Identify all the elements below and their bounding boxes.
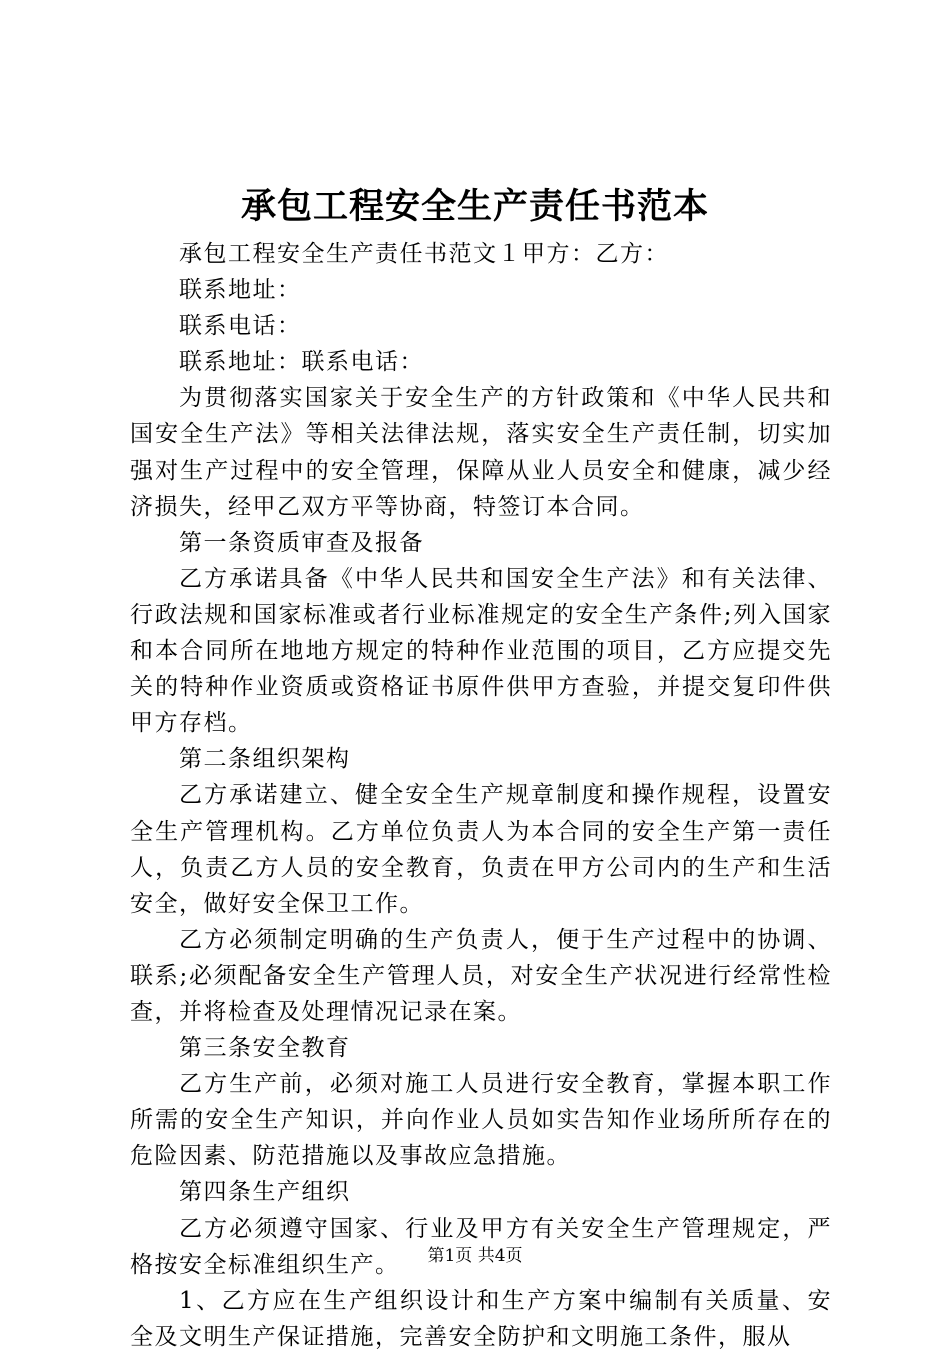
paragraph-safety-education: 乙方生产前，必须对施工人员进行安全教育，掌握本职工作所需的安全生产知识，并向作业人员如实告知作业场所所存在的危险因素、防范措施以及事故应急措施。 — [130, 1071, 832, 1170]
document-title: 承包工程安全生产责任书范本 — [240, 186, 709, 227]
paragraph-item-1: 1、乙方应在生产组织设计和生产方案中编制有关质量、安全及文明生产保证措施，完善安全防护和文明施工条件，服从 — [130, 1287, 832, 1350]
document-body — [130, 236, 832, 1355]
section-heading-3: 第三条安全教育 — [179, 1035, 351, 1062]
paragraph-intro: 承包工程安全生产责任书范文１甲方：乙方： — [179, 241, 669, 267]
paragraph-contact-address: 联系地址： — [179, 277, 302, 304]
section-heading-2: 第二条组织架构 — [179, 746, 351, 773]
paragraph-responsible-person: 乙方必须制定明确的生产负责人，便于生产过程中的协调、联系;必须配备安全生产管理人员，对安全生产状况进行经常性检查，并将检查及处理情况记录在案。 — [130, 926, 832, 1025]
paragraph-contact-address-phone: 联系地址：联系电话： — [179, 349, 424, 376]
paragraph-production-organization: 乙方必须遵守国家、行业及甲方有关安全生产管理规定，严格按安全标准组织生产。 — [130, 1215, 832, 1278]
section-heading-4: 第四条生产组织 — [179, 1179, 351, 1206]
paragraph-qualification: 乙方承诺具备《中华人民共和国安全生产法》和有关法律、行政法规和国家标准或者行业标准规定的安全生产条件;列入国家和本合同所在地地方规定的特种作业范围的项目，乙方应提交先关的特种作业资质或资格证书原件供甲方查验，并提交复印件供甲方存档。 — [130, 565, 832, 737]
paragraph-organization: 乙方承诺建立、健全安全生产规章制度和操作规程，设置安全生产管理机构。乙方单位负责人为本合同的安全生产第一责任人，负责乙方人员的安全教育，负责在甲方公司内的生产和生活安全，做好安全保卫工作。 — [130, 782, 832, 917]
section-heading-1: 第一条资质审查及报备 — [179, 529, 424, 556]
paragraph-contact-phone: 联系电话： — [179, 313, 302, 340]
paragraph-purpose: 为贯彻落实国家关于安全生产的方针政策和《中华人民共和国安全生产法》等相关法律法规，落实安全生产责任制，切实加强对生产过程中的安全管理，保障从业人员安全和健康，减少经济损失，经甲乙双方平等协商，特签订本合同。 — [130, 385, 832, 520]
page-number: 第1页 共4页 — [427, 1246, 523, 1266]
